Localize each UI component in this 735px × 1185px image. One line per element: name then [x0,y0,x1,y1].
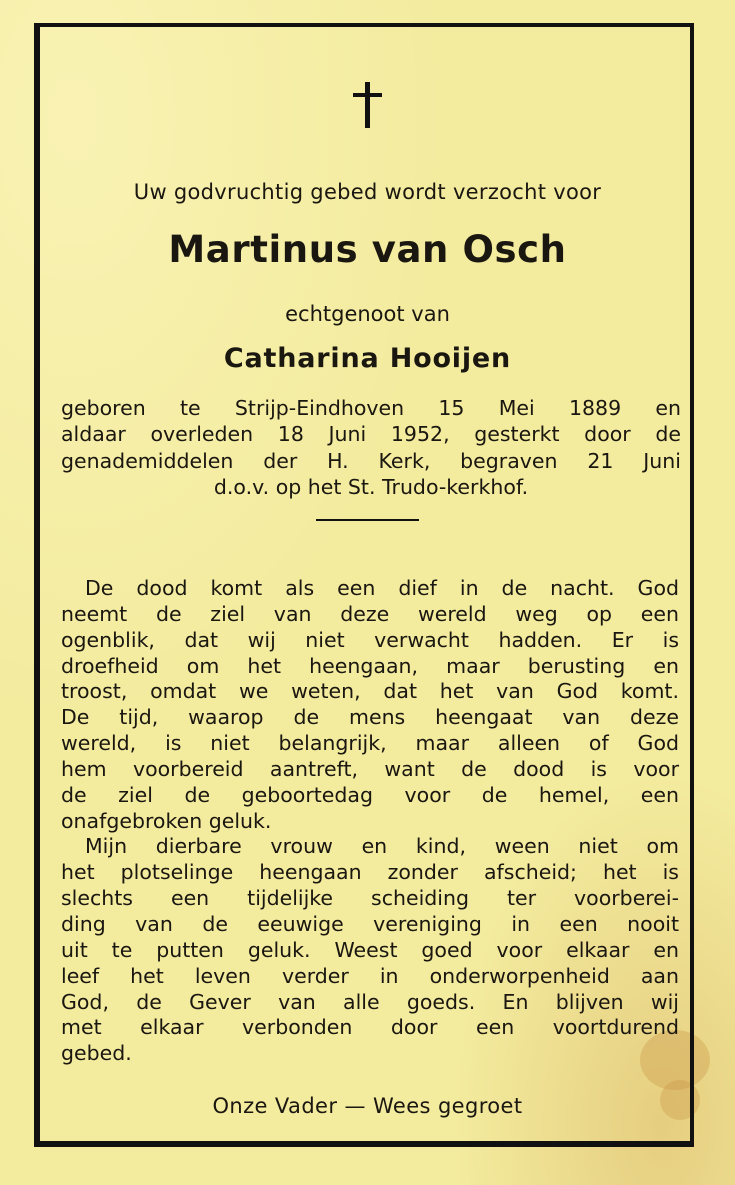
text-line: met elkaar verbonden door een voortdurend [61,1015,679,1040]
text-line: Mijn dierbare vrouw en kind, ween niet om [85,834,679,859]
text-line: ogenblik, dat wij niet verwacht hadden. Er is [61,627,679,652]
bio-line: aldaar overleden 18 Juni 1952, gesterkt door de [61,422,681,447]
bio-line: genademiddelen der H. Kerk, begraven 21 Juni [61,448,681,473]
prayers-line: Onze Vader — Wees gegroet [212,1094,523,1118]
cross-icon [352,82,382,132]
text-line: wereld, is niet belangrijk, maar alleen of God [61,731,679,756]
bio-line: geboren te Strijp-Eindhoven 15 Mei 1889 en [61,396,681,420]
text-line: onafgebroken geluk. [61,808,272,833]
divider [316,519,419,521]
text-line: leef het leven verder in onderworpenheid aan [61,963,679,988]
text-line: God, de Gever van alle goeds. En blijven wij [61,989,679,1014]
text-line: De dood komt als een dief in de nacht. God [85,576,679,600]
text-line: neemt de ziel van deze wereld weg op een [61,601,679,626]
text-line: troost, omdat we weten, dat het van God komt. [61,679,679,704]
spouse-name: Catharina Hooijen [223,343,512,374]
biography [61,395,681,500]
meditation-text [61,576,679,1067]
deceased-name: Martinus van Osch [168,228,567,271]
text-line: gebed. [61,1041,132,1066]
text-line: ding van de eeuwige vereniging in een nooit [61,911,679,936]
text-line: het plotselinge heengaan zonder afscheid; het is [61,860,679,885]
relation-label: echtgenoot van [285,302,450,326]
bio-line: d.o.v. op het St. Trudo-kerkhof. [213,474,529,499]
text-line: De tijd, waarop de mens heengaat van deze [61,705,679,730]
text-line: droefheid om het heengaan, maar berusting en [61,653,679,678]
text-line: de ziel de geboortedag voor de hemel, een [61,782,679,807]
text-line: hem voorbereid aantreft, want de dood is voor [61,756,679,781]
text-line: uit te putten geluk. Weest goed voor elkaar en [61,937,679,962]
prayer-request: Uw godvruchtig gebed wordt verzocht voor [133,180,602,204]
text-line: slechts een tijdelijke scheiding ter voorberei- [61,886,679,911]
